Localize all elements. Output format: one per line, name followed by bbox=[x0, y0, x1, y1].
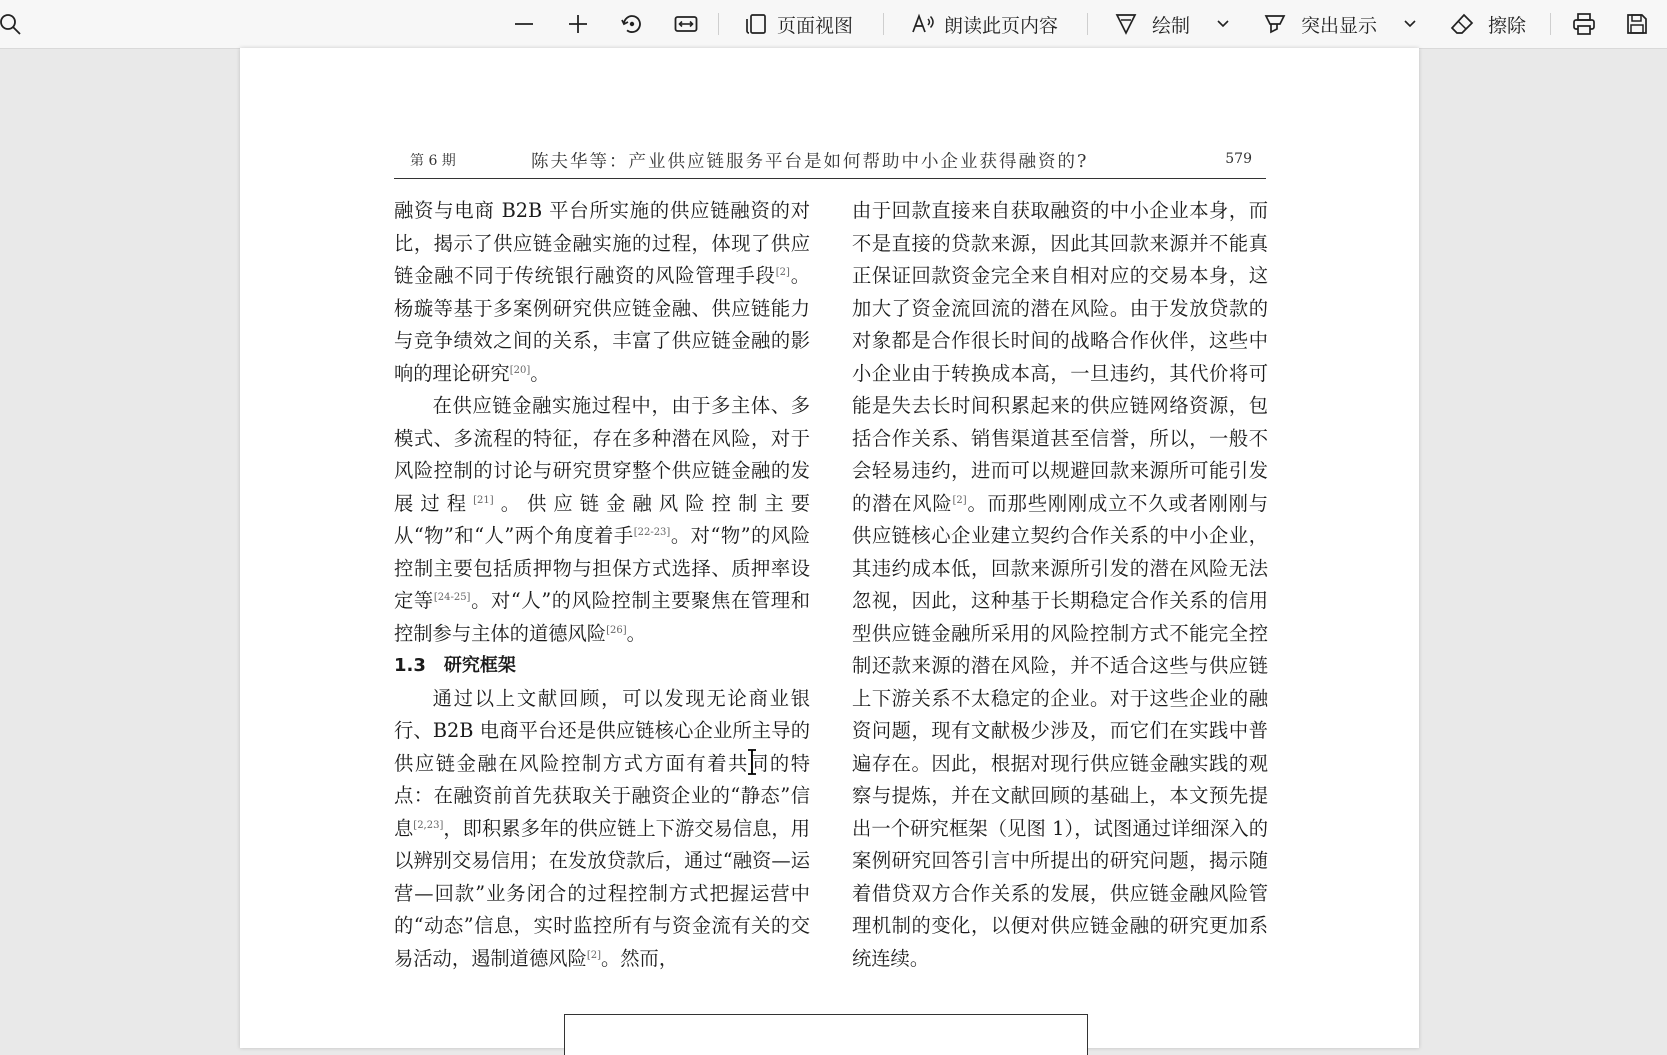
print-button[interactable] bbox=[1572, 0, 1596, 48]
highlighter-icon bbox=[1263, 12, 1287, 36]
fit-width-icon bbox=[674, 13, 698, 35]
left-column bbox=[394, 195, 810, 975]
zoom-in-button[interactable] bbox=[567, 0, 589, 48]
citation: [2] bbox=[952, 494, 967, 506]
citation: [2] bbox=[586, 949, 601, 961]
fit-width-button[interactable] bbox=[674, 0, 698, 48]
read-aloud-button[interactable] bbox=[910, 0, 1058, 48]
highlight-options-dropdown[interactable] bbox=[1403, 0, 1417, 48]
search-icon[interactable] bbox=[0, 0, 22, 48]
issue-number: 第 6 期 bbox=[410, 153, 456, 169]
erase-button[interactable] bbox=[1450, 0, 1526, 48]
chevron-down-icon bbox=[1216, 19, 1230, 29]
paragraph: 融资与电商 B2B 平台所实施的供应链融资的对比，揭示了供应链金融实施的过程，体现了供应链金融不同于传统银行融资的风险管理手段[2]。杨璇等基于多案例研究供应链金融、供应链能力与竞争绩效之间的关系，丰富了供应链金融的影响的理论研究[20]。 bbox=[394, 199, 811, 385]
minus-icon bbox=[513, 13, 535, 35]
figure-frame bbox=[564, 1014, 1088, 1055]
draw-options-dropdown[interactable] bbox=[1216, 0, 1230, 48]
highlight-button[interactable] bbox=[1263, 0, 1377, 48]
rotate-icon bbox=[620, 12, 644, 36]
read-aloud-icon bbox=[910, 13, 936, 35]
page-view-icon bbox=[745, 13, 769, 35]
draw-icon bbox=[1114, 12, 1138, 36]
citation: [24-25] bbox=[433, 592, 471, 603]
draw-label: 绘制 bbox=[1152, 14, 1191, 37]
eraser-icon bbox=[1450, 12, 1474, 36]
save-icon bbox=[1626, 13, 1648, 35]
chevron-down-icon bbox=[1403, 19, 1417, 29]
read-aloud-label: 朗读此页内容 bbox=[944, 14, 1059, 37]
page-view-label: 页面视图 bbox=[777, 14, 854, 37]
paragraph: 通过以上文献回顾，可以发现无论商业银行、B2B 电商平台还是供应链核心企业所主导的供应链金融在风险控制方式方面有着共同的特点：在融资前首先获取关于融资企业的“静态”信息[2,23]，即积累多年的供应链上下游交易信息，用以辨别交易信用；在发放贷款后，通过“融资—运营—回款”业务闭合的过程控制方式把握运营中的“动态”信息，实时监控所有与资金流有关的交易活动，遏制道德风险[2]。然而， bbox=[394, 686, 810, 970]
zoom-out-button[interactable] bbox=[513, 0, 535, 48]
citation: [26] bbox=[606, 624, 627, 636]
pdf-page bbox=[240, 48, 1419, 1048]
erase-label: 擦除 bbox=[1488, 14, 1527, 37]
citation: [2] bbox=[775, 267, 790, 278]
citation: [22-23] bbox=[633, 527, 671, 538]
paragraph: 在供应链金融实施过程中，由于多主体、多模式、多流程的特征，存在多种潜在风险，对于风险控制的讨论与研究贯穿整个供应链金融的发展过程[21]。供应链金融风险控制主要从“物”和“人”两个角度着手[22-23]。对“物”的风险控制主要包括质押物与担保方式选择、质押率设定等[24-25]。对“人”的风险控制主要聚焦在管理和控制参与主体的道德风险[26]。 bbox=[394, 394, 811, 645]
plus-icon bbox=[567, 13, 589, 35]
page-view-button[interactable] bbox=[745, 0, 853, 48]
printer-icon bbox=[1572, 12, 1596, 36]
reader-toolbar bbox=[0, 0, 1667, 49]
section-heading: 1.3 研究框架 bbox=[394, 655, 516, 676]
running-head bbox=[394, 148, 1266, 179]
highlight-label: 突出显示 bbox=[1301, 14, 1378, 37]
page-number: 579 bbox=[1225, 151, 1252, 167]
right-column bbox=[852, 195, 1268, 975]
article-title: 陈夫华等：产业供应链服务平台是如何帮助中小企业获得融资的? bbox=[531, 152, 1089, 172]
citation: [21] bbox=[473, 494, 494, 506]
citation: [20] bbox=[509, 364, 531, 376]
rotate-button[interactable] bbox=[620, 0, 644, 48]
save-button[interactable] bbox=[1626, 0, 1648, 48]
paragraph: 由于回款直接来自获取融资的中小企业本身，而不是直接的贷款来源，因此其回款来源并不能真正保证回款资金完全来自相对应的交易本身，这加大了资金流回流的潜在风险。由于发放贷款的对象都是合作很长时间的战略合作伙伴，这些中小企业由于转换成本高，一旦违约，其代价将可能是失去长时间积累起来的供应链网络资源，包括合作关系、销售渠道甚至信誉，所以，一般不会轻易违约，进而可以规避回款来源所可能引发的潜在风险[2]。而那些刚刚成立不久或者刚刚与供应链核心企业建立契约合作关系的中小企业，其违约成本低，回款来源所引发的潜在风险无法忽视，因此，这种基于长期稳定合作关系的信用型供应链金融所采用的风险控制方式不能完全控制还款来源的潜在风险，并不适合这些与供应链上下游关系不太稳定的企业。对于这些企业的融资问题，现有文献极少涉及，而它们在实践中普遍存在。因此，根据对现行供应链金融实践的观察与提炼，并在文献回顾的基础上，本文预先提出一个研究框架（见图 1），试图通过详细深入的案例研究回答引言中所提出的研究问题，揭示随着借贷双方合作关系的发展，供应链金融风险管理机制的变化，以便对供应链金融的研究更加系统连续。 bbox=[852, 199, 1269, 970]
citation: [2,23] bbox=[413, 819, 444, 831]
draw-button[interactable] bbox=[1114, 0, 1190, 48]
text-cursor-icon bbox=[746, 748, 758, 776]
